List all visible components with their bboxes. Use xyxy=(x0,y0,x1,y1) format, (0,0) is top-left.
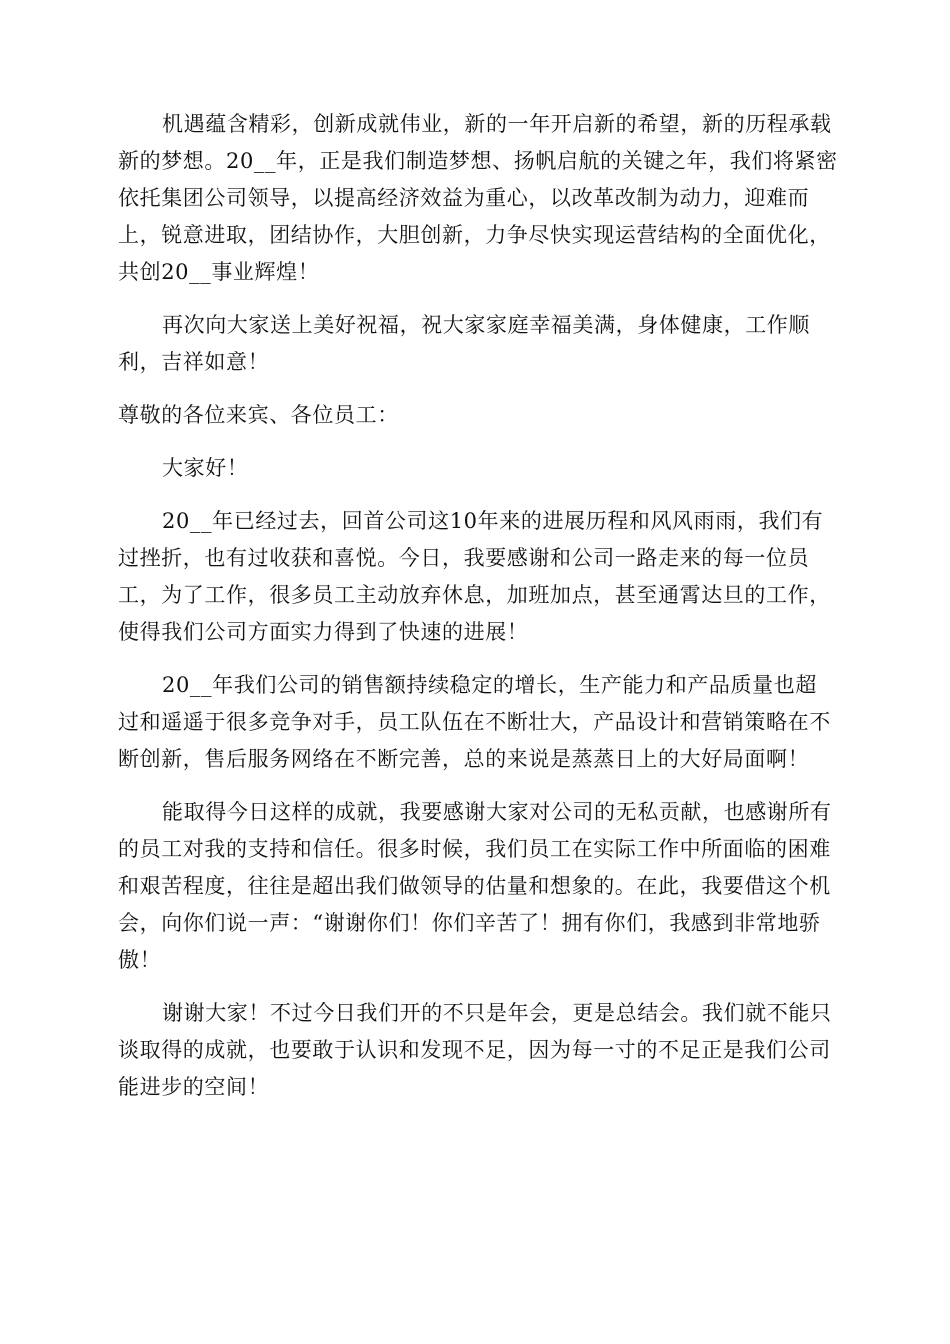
paragraph-opportunity: 机遇蕴含精彩，创新成就伟业，新的一年开启新的希望，新的历程承载新的梦想。20__年，正是我们制造梦想、扬帆启航的关键之年，我们将紧密依托集团公司领导，以提高经济效益为重心，以改革改制为动力，迎难而上，锐意进取，团结协作，大胆创新，力争尽快实现运营结构的全面优化，共创20__事业辉煌！ xyxy=(118,112,838,284)
paragraph-greeting: 大家好！ xyxy=(162,456,249,480)
paragraph-thanks-staff: 能取得今日这样的成就，我要感谢大家对公司的无私贡献，也感谢所有的员工对我的支持和信任。很多时候，我们员工在实际工作中所面临的困难和艰苦程度，往往是超出我们做领导的估量和想象的。在此，我要借这个机会，向你们说一声：“谢谢你们！你们辛苦了！拥有你们，我感到非常地骄傲！ xyxy=(118,800,832,972)
document-body xyxy=(118,106,838,1122)
paragraph-sales: 20__年我们公司的销售额持续稳定的增长，生产能力和产品质量也超过和遥遥于很多竞争对手，员工队伍在不断壮大，产品设计和营销策略在不断创新，售后服务网络在不断完善，总的来说是蒸蒸日上的大好局面啊！ xyxy=(118,673,831,771)
paragraph-summary: 谢谢大家！不过今日我们开的不只是年会，更是总结会。我们就不能只谈取得的成就，也要敢于认识和发现不足，因为每一寸的不足正是我们公司能进步的空间！ xyxy=(118,1001,832,1099)
paragraph-salutation: 尊敬的各位来宾、各位员工： xyxy=(118,403,399,427)
paragraph-blessing: 再次向大家送上美好祝福，祝大家家庭幸福美满，身体健康，工作顺利，吉祥如意！ xyxy=(118,313,810,374)
paragraph-review: 20__年已经过去，回首公司这10年来的进展历程和风风雨雨，我们有过挫折，也有过收获和喜悦。今日，我要感谢和公司一路走来的每一位员工，为了工作，很多员工主动放弃休息，加班加点，甚至通霄达旦的工作，使得我们公司方面实力得到了快速的进展！ xyxy=(118,509,831,644)
